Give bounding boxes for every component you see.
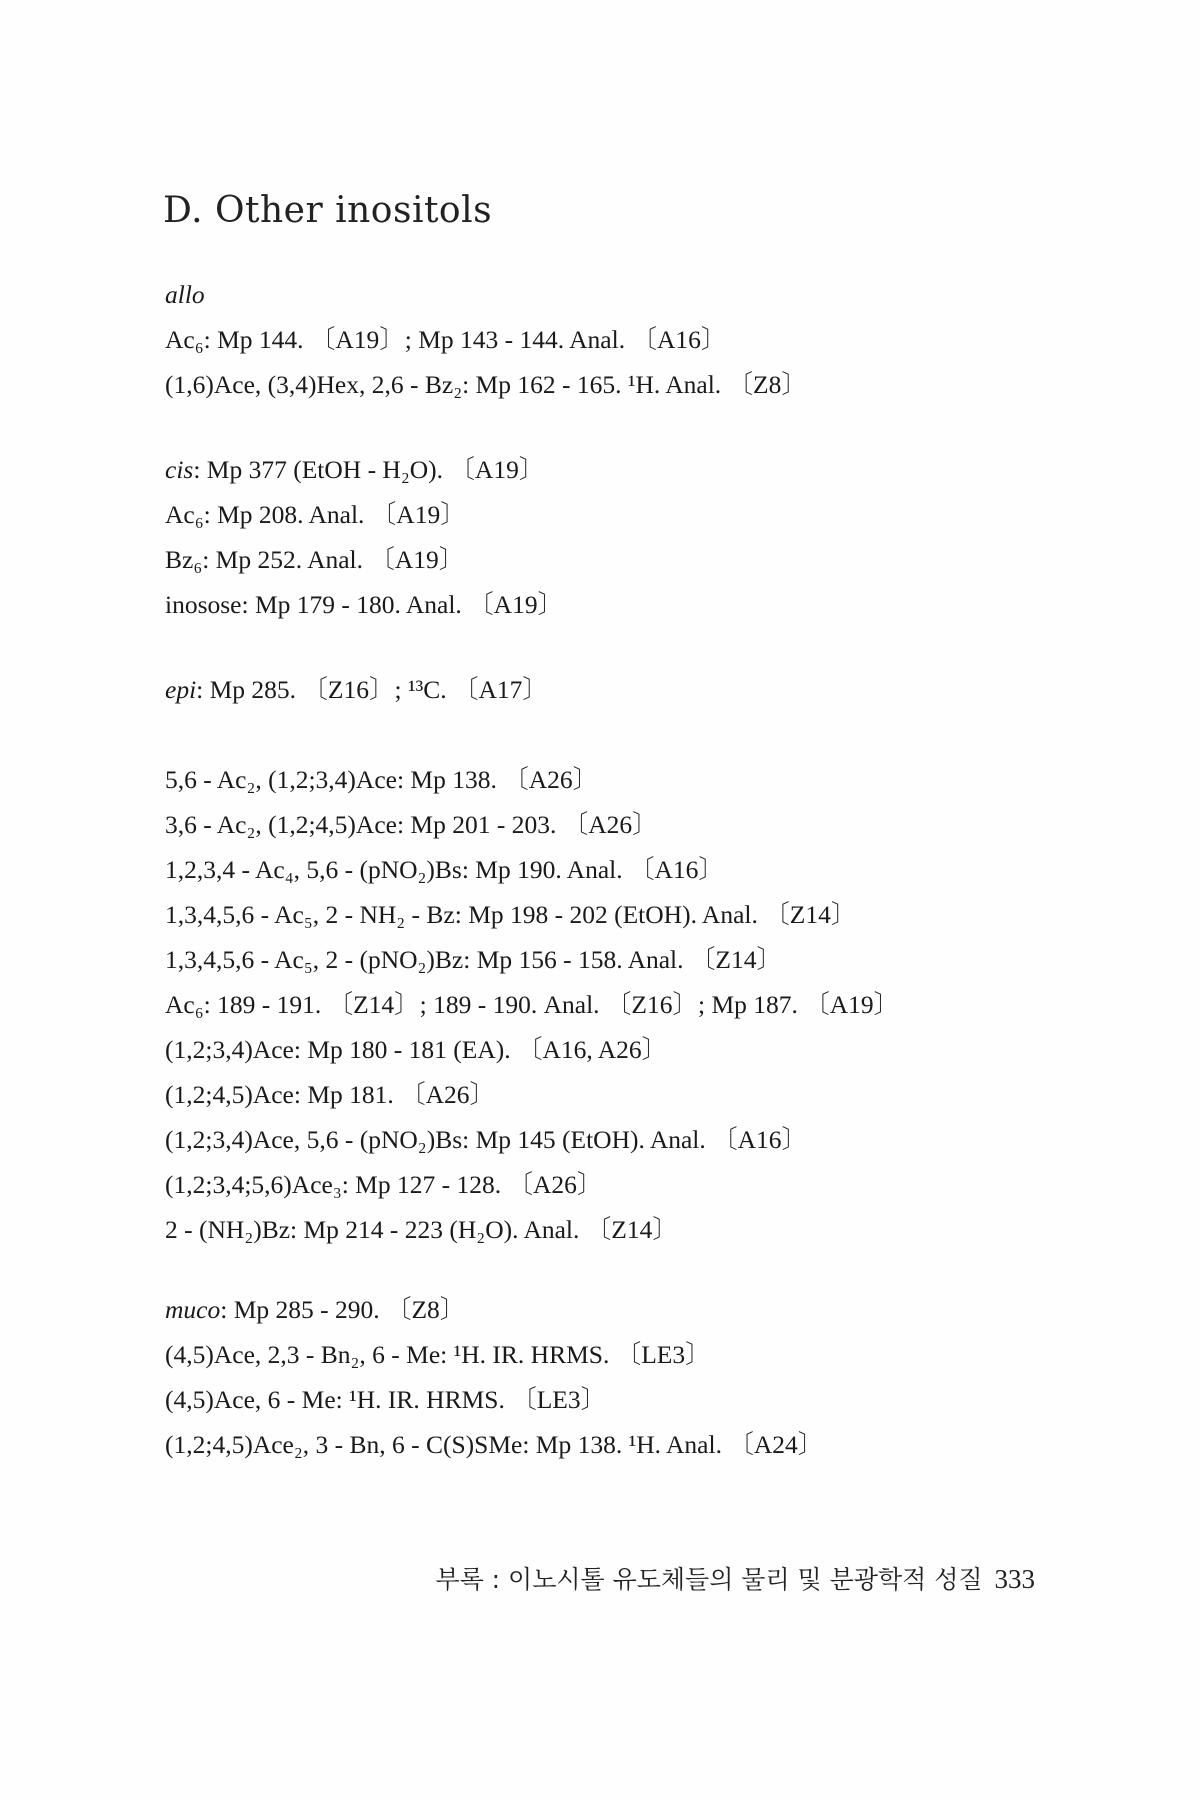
entry-group-epi-derivatives [165, 757, 899, 1252]
compound-label: epi [165, 675, 197, 704]
entry-line: cis: Mp 377 (EtOH - H₂O). 〔A19〕 [165, 455, 545, 484]
compound-label: cis [165, 455, 194, 484]
page-number: 333 [994, 1564, 1035, 1594]
entry-line: (4,5)Ace, 2,3 - Bn₂, 6 - Me: ¹H. IR. HRMS. 〔LE3〕 [165, 1340, 711, 1369]
entry-line: Bz₆: Mp 252. Anal. 〔A19〕 [165, 545, 465, 574]
entry-line: Ac₆: Mp 144. 〔A19〕; Mp 143 - 144. Anal. 〔A16〕 [165, 325, 727, 354]
footer-caption: 부록 : 이노시톨 유도체들의 물리 및 분광학적 성질 [435, 1565, 983, 1594]
entry-line: (1,2;3,4)Ace: Mp 180 - 181 (EA). 〔A16, A26〕 [165, 1035, 668, 1064]
entry-line: (4,5)Ace, 6 - Me: ¹H. IR. HRMS. 〔LE3〕 [165, 1385, 607, 1414]
page-footer [435, 1560, 1035, 1596]
entry-group-allo [165, 272, 807, 407]
entry-line [165, 272, 807, 317]
entry-line: (1,2;4,5)Ace: Mp 181. 〔A26〕 [165, 1080, 496, 1109]
entry-line: 2 - (NH₂)Bz: Mp 214 - 223 (H₂O). Anal. 〔Z14〕 [165, 1215, 678, 1244]
compound-label: allo [165, 280, 205, 309]
entry-line: (1,2;3,4;5,6)Ace₃: Mp 127 - 128. 〔A26〕 [165, 1170, 603, 1199]
entry-line: 1,3,4,5,6 - Ac₅, 2 - NH₂ - Bz: Mp 198 - 202 (EtOH). Anal. 〔Z14〕 [165, 900, 857, 929]
entry-line: Ac₆: 189 - 191. 〔Z14〕; 189 - 190. Anal. 〔Z16〕; Mp 187. 〔A19〕 [165, 990, 900, 1019]
entry-line: 3,6 - Ac₂, (1,2;4,5)Ace: Mp 201 - 203. 〔A26〕 [165, 810, 658, 839]
entry-line: (1,6)Ace, (3,4)Hex, 2,6 - Bz₂: Mp 162 - 165. ¹H. Anal. 〔Z8〕 [165, 370, 807, 399]
entry-line: 5,6 - Ac₂, (1,2;3,4)Ace: Mp 138. 〔A26〕 [165, 765, 599, 794]
entry-line: muco: Mp 285 - 290. 〔Z8〕 [165, 1295, 466, 1324]
compound-label: muco [165, 1295, 221, 1324]
entry-line: (1,2;4,5)Ace₂, 3 - Bn, 6 - C(S)SMe: Mp 138. ¹H. Anal. 〔A24〕 [165, 1430, 824, 1459]
entry-line: inosose: Mp 179 - 180. Anal. 〔A19〕 [165, 590, 564, 619]
entry-line: 1,2,3,4 - Ac₄, 5,6 - (pNO₂)Bs: Mp 190. Anal. 〔A16〕 [165, 855, 724, 884]
entry-group-cis [165, 447, 563, 627]
section-heading: D. Other inositols [163, 190, 493, 231]
entry-group-muco [165, 1287, 823, 1467]
entry-group-epi [165, 667, 548, 712]
entry-line: 1,3,4,5,6 - Ac₅, 2 - (pNO₂)Bz: Mp 156 - 158. Anal. 〔Z14〕 [165, 945, 782, 974]
entry-line: epi: Mp 285. 〔Z16〕; ¹³C. 〔A17〕 [165, 675, 548, 704]
entry-line: (1,2;3,4)Ace, 5,6 - (pNO₂)Bs: Mp 145 (EtOH). Anal. 〔A16〕 [165, 1125, 808, 1154]
entry-line: Ac₆: Mp 208. Anal. 〔A19〕 [165, 500, 466, 529]
